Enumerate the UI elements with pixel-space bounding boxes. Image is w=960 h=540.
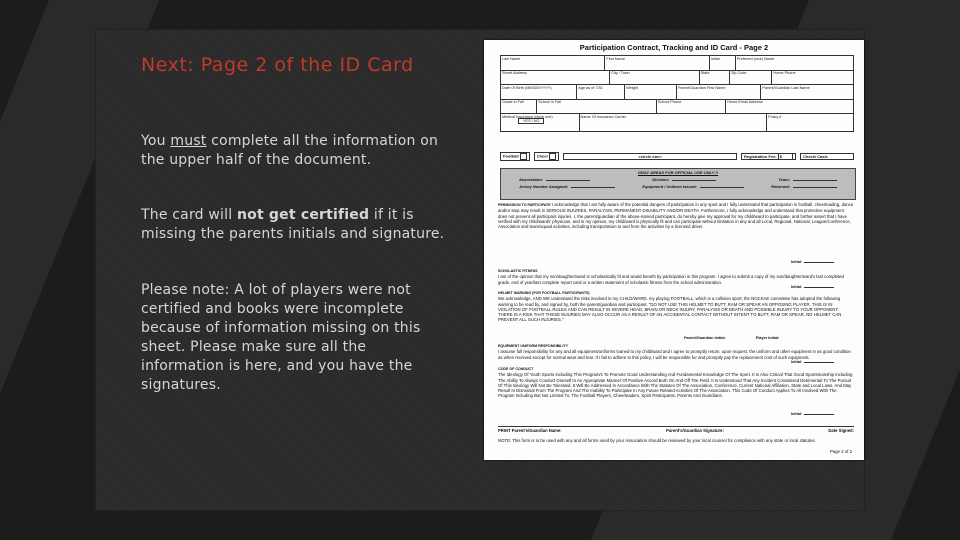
- grid-cell: Home Email Address: [725, 100, 854, 114]
- equipment-label: Equipment / Uniform Issued:: [642, 184, 743, 189]
- slide-title: Next: Page 2 of the ID Card: [141, 54, 414, 76]
- returned-label: Returned:: [771, 184, 837, 189]
- grid-cell-insurance: [500, 114, 579, 131]
- grid-cell: State: [699, 71, 730, 85]
- sport-fee-row: [500, 151, 854, 161]
- initial-line: Initial:: [791, 412, 834, 416]
- association-label: Association:: [519, 177, 590, 182]
- section-permission: [498, 202, 854, 229]
- section-text: I am of the opinion that my son/daughter/ward is scholastically fit and would benefit by participation in this program. I agree to submit a copy of my son/daughter/ward's last completed grade, end of year/last complete report card or a written statement of scholastic fitness from the school administration.: [498, 274, 844, 285]
- grid-cell: Date Of Birth (MM/DD/YYYY): [500, 85, 576, 99]
- para2-text-a: The card will: [141, 207, 237, 223]
- info-grid: [500, 55, 854, 132]
- grid-cell: Name Of Insurance Carrier: [579, 114, 767, 131]
- grid-cell: Street Address: [500, 71, 609, 85]
- signature-row: [498, 426, 854, 433]
- section-conduct: [498, 366, 854, 399]
- grid-row-school: [500, 99, 854, 114]
- para1-text-a: You: [141, 133, 171, 149]
- grid-cell: Preferred (nick) Name: [735, 56, 854, 70]
- para2-emphasis: not get certified: [236, 207, 370, 223]
- cheer-box: [534, 152, 559, 161]
- para1-emphasis-must: must: [170, 133, 207, 149]
- grid-cell: Initial: [709, 56, 735, 70]
- cheer-label: Cheer: [536, 153, 549, 159]
- section-equipment: [498, 343, 854, 360]
- section-heading: PERMISSION TO PARTICIPATE: [498, 203, 551, 207]
- section-scholastic: [498, 268, 854, 285]
- circle-one-label: <circle one>: [563, 153, 737, 160]
- jersey-label: Jersey Number Assigned:: [519, 184, 615, 189]
- grid-cell: First Name: [604, 56, 708, 70]
- grid-cell: Grade in Fall: [500, 100, 536, 114]
- grid-cell: Last Name: [500, 56, 604, 70]
- grid-cell: Zip Code: [729, 71, 771, 85]
- print-name-label: PRINT Parent's/Guardian Name:: [498, 428, 562, 433]
- section-heading: SCHOLASTIC FITNESS: [498, 269, 538, 273]
- official-use-heading: GRAY AREAS FOR OFFICIAL USE ONLY !!: [637, 170, 719, 175]
- para1-text-c: complete all the information on the upper half of the document.: [141, 133, 439, 168]
- initial-line: Initial:: [791, 285, 834, 289]
- official-line-1: [501, 177, 855, 182]
- fee-value: $: [778, 153, 793, 160]
- document-title: Participation Contract, Tracking and ID Card - Page 2: [579, 43, 769, 52]
- football-checkbox: [520, 153, 527, 160]
- helmet-initials: [684, 336, 779, 340]
- section-text: The Ideology Of Youth Sports Including This Program/s To Promote Good Understanding And Fundamental Knowledge Of The Sport. It Is Also Critical That Good Sportsmanship Including The Ability To Always Conduct Oneself In An Appropriate Manner Of Positive Accord Both On And Off The Field. It Is Understood That Any Incident Considered Detrimental To The Pursuit Of This Ideology Will Not Be Tolerated. It Will Be Addressed In Accordance With The Statutes Of The Association, Conference, Current National Affiliation, State and Local Laws. And May Result In Dismissal From The Program And The Inability To Participate In Any Future Related Activities Of The Association. This Code Of Conduct Applies To All Involved With The Program Including But Not Limited To, The Football Players, Cheerleaders, Spirit Participants, Parents And Guardians.: [498, 372, 853, 399]
- grid-row-name: [500, 55, 854, 70]
- football-box: [500, 152, 530, 161]
- division-label: Division:: [652, 177, 716, 182]
- section-text: I assume full responsibility for any and all equipment/uniforms loaned to my child/ward and I agree to promptly return, upon request, the uniform and other equipment in as good condition as when received except for normal wear and tear. If I fail to adhere to this policy, I will be responsible for and promptly pay the replacement cost of such equipment.: [498, 349, 851, 360]
- grid-cell: Age as of 7/31: [576, 85, 624, 99]
- grid-cell: School Phone: [656, 100, 726, 114]
- official-line-2: [501, 184, 855, 189]
- grid-cell: School in Fall: [536, 100, 655, 114]
- section-text: We acknowledge, AND WE understand the risks involved in my CHILD/WARD. my playing FOOTBALL, which is a collision sport; the NOCSAE committee has adopted the following warning to be read by, and signed by, both the parent/guardian and participant. "DO NOT USE THIS HELMET TO BUTT, RAM OR SPEAR AN OPPOSING PLAYER. THIS IS IN VIOLATION OF FOOTBALL RULES AND CAN RESULT IN SEVERE HEAD, BRAIN OR NECK INJURY, PARALYSIS OR DEATH AND POSSIBLE INJURY TO YOUR OPPONENT. THERE IS A RISK THAT THESE INJURIES MAY ALSO OCCUR AS A RESULT OF AN ACCIDENTAL CONTACT WITHOUT INTENT TO BUTT, RAM OR SPEAR. NO HELMET CAN PREVENT ALL SUCH INJURIES.": [498, 296, 842, 323]
- para2-text-c: if it is missing the parents initials and signature.: [141, 207, 445, 242]
- fee-label: Registration Fee:: [743, 153, 777, 159]
- grid-cell: City / Town: [609, 71, 698, 85]
- grid-cell: Parent/Guardian Last Name: [760, 85, 854, 99]
- official-use-area: [500, 168, 856, 200]
- id-card-document-image: [484, 40, 864, 460]
- initial-line: Initial:: [791, 260, 834, 264]
- grid-row-dob: [500, 84, 854, 99]
- instruction-paragraph-2: [141, 206, 446, 244]
- section-heading: CODE OF CONDUCT: [498, 367, 534, 371]
- team-label: Team:: [778, 177, 837, 182]
- parent-initial-label: Parent/Guardian Initial:: [684, 336, 726, 340]
- grid-cell: Policy #: [766, 114, 854, 131]
- section-heading: HELMET WARNING (FOR FOOTBALL PARTICIPANTS): [498, 291, 590, 295]
- player-initial-label: Player Initial:: [755, 336, 780, 340]
- insurance-label: Medical Insurance (circle one): [502, 114, 553, 119]
- instruction-paragraph-3: Please note: A lot of players were not certified and books were incomplete because of information missing on this sheet. Please make sure all the information is here, and you have the signatures.: [141, 282, 421, 393]
- grid-row-address: [500, 70, 854, 85]
- cheer-checkbox: [549, 153, 556, 160]
- signature-label: Parent's/Guardian Signature:: [666, 428, 724, 433]
- legal-note: NOTE: This form is to be used with any and all forms used by your Association should be reviewed by your local counsel for compliance with any state or local statutes.: [498, 438, 816, 443]
- section-heading: EQUIPMENT UNIFORM RESPONSIBILITY: [498, 344, 569, 348]
- insurance-yes-no: YES / NO: [518, 118, 544, 124]
- grid-cell: Parent/Guardian First Name: [676, 85, 760, 99]
- football-label: Football: [503, 153, 519, 159]
- initial-line: Initial:: [791, 360, 834, 364]
- section-helmet: [498, 290, 854, 323]
- grid-cell: Home Phone: [771, 71, 854, 85]
- grid-row-insurance: [500, 113, 854, 132]
- date-signed-label: Date Signed:: [828, 428, 854, 433]
- page-number: Page 2 of 2: [830, 449, 852, 454]
- check-cash-box: Check/ Cash:: [800, 153, 854, 160]
- fee-box: [741, 153, 796, 160]
- grid-cell: Weight: [624, 85, 676, 99]
- instruction-paragraph-1: [141, 132, 446, 170]
- section-text: I acknowledge that I am fully aware of the potential dangers of participation in any sport and I fully understand that participation in football, cheerleading, dance and/or step may result in SERIOUS INJURIES, PARALYSIS, PERMANENT DISABILITY AND/OR DEATH. Furthermore, I fully acknowledge and understand that protective equipment does not prevent all participant injuries. I, the parent/guardian of the above-named participant, do hereby give my approval for my child/ward to participate, and further assert that I have verified with my child/wards' physician, and in my opinion, my child/ward is physically fit and can participate without limitation in any and all Local, Regional, National, League/Conference, Association and team/squad activities, including transportation to and from the activities by a licensed driver.: [498, 202, 854, 230]
